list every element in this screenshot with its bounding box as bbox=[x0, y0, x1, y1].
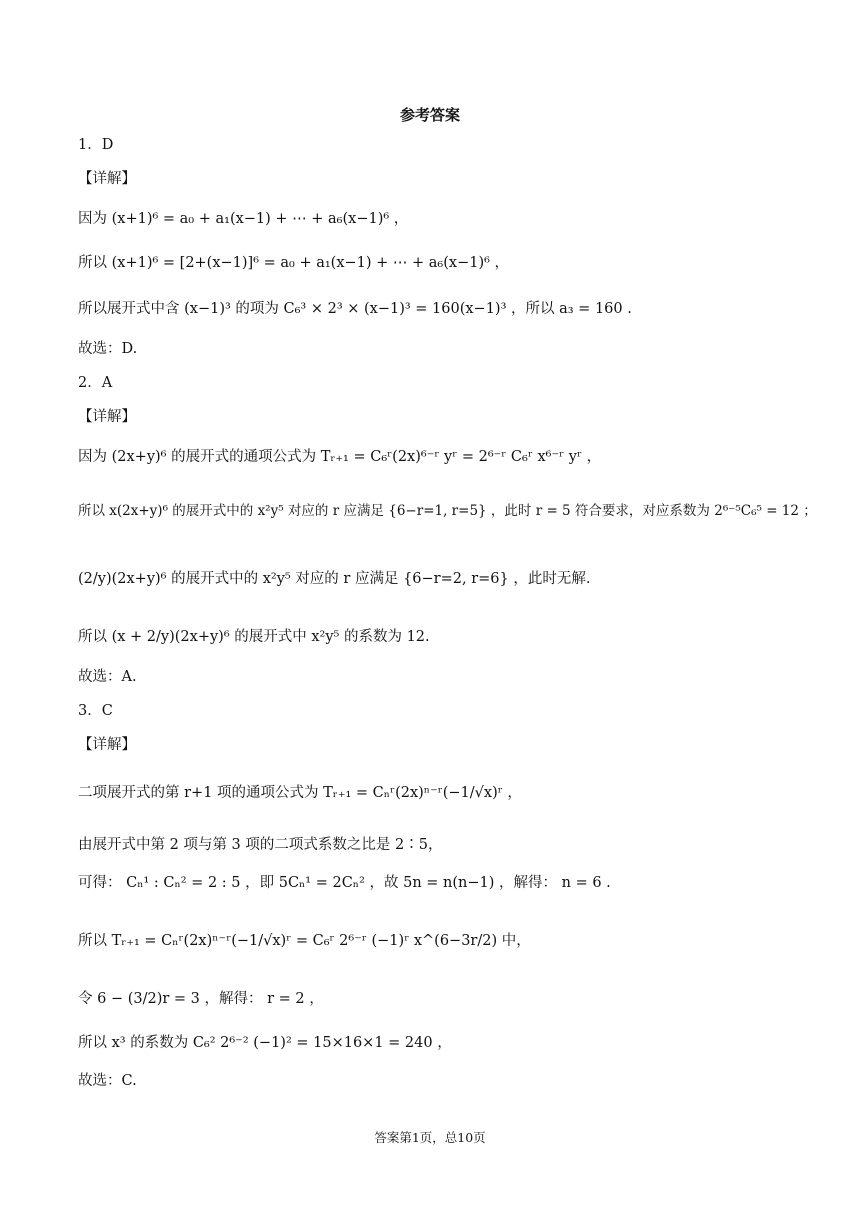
answer-3-line-1: 二项展开式的第 r+1 项的通项公式为 Tᵣ₊₁ = Cₙʳ(2x)ⁿ⁻ʳ(−1/√x)ʳ ， bbox=[78, 785, 522, 801]
answer-1-line-2: 所以 (x+1)⁶ = [2+(x−1)]⁶ = a₀ + a₁(x−1) + ⋯ + a₆(x−1)⁶ ， bbox=[78, 255, 510, 271]
answer-1-line-1: 因为 (x+1)⁶ = a₀ + a₁(x−1) + ⋯ + a₆(x−1)⁶ ， bbox=[78, 211, 409, 227]
answer-2-line-4: 所以 (x + 2/y)(2x+y)⁶ 的展开式中 x²y⁵ 的系数为 12. bbox=[78, 629, 430, 645]
answer-3-line-3: 可得： Cₙ¹ : Cₙ² = 2 : 5 ，即 5Cₙ¹ = 2Cₙ² ，故 5n = n(n−1) ，解得： n = 6 . bbox=[78, 875, 611, 891]
answer-1-choice: 1．D bbox=[78, 137, 114, 153]
answer-2-line-1: 因为 (2x+y)⁶ 的展开式的通项公式为 Tᵣ₊₁ = C₆ʳ(2x)⁶⁻ʳ yʳ = 2⁶⁻ʳ C₆ʳ x⁶⁻ʳ yʳ ， bbox=[78, 449, 602, 465]
answer-2-line-3: (2/y)(2x+y)⁶ 的展开式中的 x²y⁵ 对应的 r 应满足 {6−r=2, r=6} ，此时无解. bbox=[78, 571, 591, 587]
answer-3-conclusion: 故选：C. bbox=[78, 1073, 137, 1089]
answer-3-line-6: 所以 x³ 的系数为 C₆² 2⁶⁻² (−1)² = 15×16×1 = 240 ， bbox=[78, 1035, 452, 1051]
answer-1-detail-heading: 【详解】 bbox=[78, 171, 136, 187]
answer-1-conclusion: 故选：D. bbox=[78, 341, 138, 357]
answer-2-conclusion: 故选：A. bbox=[78, 669, 137, 685]
answer-3-line-5: 令 6 − (3/2)r = 3 ，解得： r = 2 ， bbox=[78, 991, 324, 1007]
answer-3-line-4: 所以 Tᵣ₊₁ = Cₙʳ(2x)ⁿ⁻ʳ(−1/√x)ʳ = C₆ʳ 2⁶⁻ʳ (−1)ʳ x^(6−3r/2) 中， bbox=[78, 933, 531, 949]
answer-3-line-2: 由展开式中第 2 项与第 3 项的二项式系数之比是 2∶5， bbox=[78, 837, 443, 853]
answer-3-choice: 3．C bbox=[78, 703, 113, 719]
answer-3-detail-heading: 【详解】 bbox=[78, 737, 136, 753]
page-title: 参考答案 bbox=[399, 106, 460, 124]
answer-1-line-3: 所以展开式中含 (x−1)³ 的项为 C₆³ × 2³ × (x−1)³ = 160(x−1)³ ，所以 a₃ = 160 . bbox=[78, 301, 632, 317]
answer-2-choice: 2．A bbox=[78, 375, 113, 391]
answer-2-line-2: 所以 x(2x+y)⁶ 的展开式中的 x²y⁵ 对应的 r 应满足 {6−r=1, r=5} ，此时 r = 5 符合要求，对应系数为 2⁶⁻⁵C₆⁵ = 12 ； bbox=[78, 503, 817, 519]
page-footer: 答案第1页，总10页 bbox=[374, 1130, 486, 1145]
answer-2-detail-heading: 【详解】 bbox=[78, 409, 136, 425]
